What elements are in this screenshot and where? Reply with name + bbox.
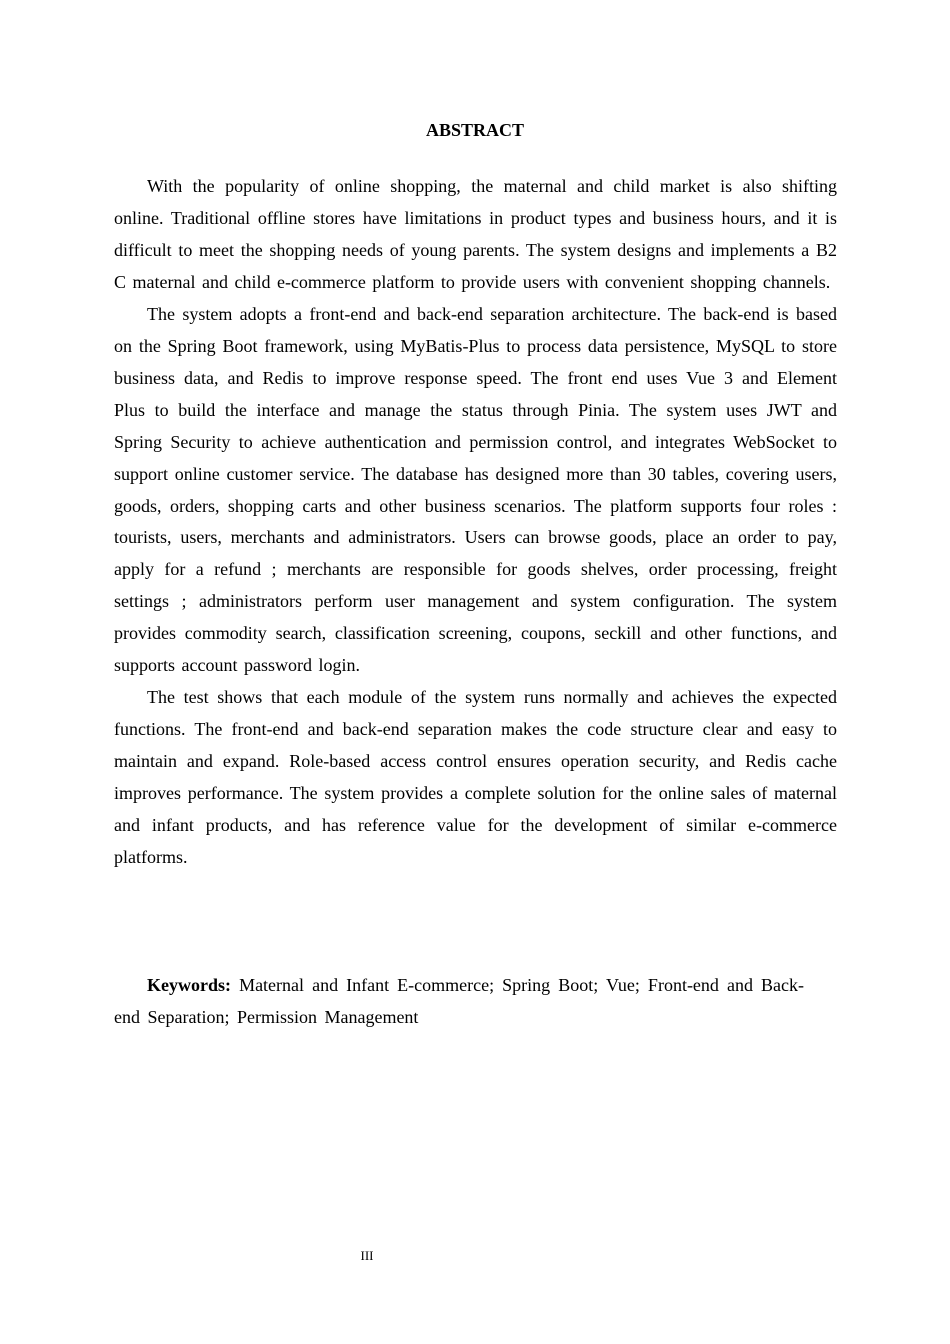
abstract-body (114, 171, 837, 874)
page-number: III (360, 1248, 374, 1263)
abstract-paragraph-3: The test shows that each module of the system runs normally and achieves the expected functions. The front-end and back-end separation makes the code structure clear and easy to maintain and expand. Role-based access control ensures operation security, and Redis cache improves performance. The system provides a complete solution for the online sales of maternal and infant products, and has reference value for the development of similar e-commerce platforms. (114, 687, 837, 868)
abstract-paragraph-2: The system adopts a front-end and back-end separation architecture. The back-end is based on the Spring Boot framework, using MyBatis-Plus to process data persistence, MySQL to store business data, and Redis to improve response speed. The front end uses Vue 3 and Element Plus to build the interface and manage the status through Pinia. The system uses JWT and Spring Security to achieve authentication and permission control, and integrates WebSocket to support online customer service. The database has designed more than 30 tables, covering users, goods, orders, shopping carts and other business scenarios. The platform supports four roles : tourists, users, merchants and administrators. Users can browse goods, place an order to pay, apply for a refund ; merchants are responsible for goods shelves, order processing, freight settings ; administrators perform user management and system configuration. The system provides commodity search, classification screening, coupons, seckill and other functions, and supports account password login. (114, 303, 837, 676)
page-title: ABSTRACT (425, 120, 525, 140)
keywords-line (114, 969, 804, 1033)
keywords-label: Keywords: (147, 975, 231, 995)
abstract-paragraph-1: With the popularity of online shopping, the maternal and child market is also shifting online. Traditional offline stores have limitations in product types and business hours, and it is difficult to meet the shopping needs of young parents. The system designs and implements a B2 C maternal and child e-commerce platform to provide users with convenient shopping channels. (114, 176, 837, 292)
keywords-text: Maternal and Infant E-commerce; Spring Boot; Vue; Front-end and Back-end Separation; Permission Management (114, 975, 805, 1027)
